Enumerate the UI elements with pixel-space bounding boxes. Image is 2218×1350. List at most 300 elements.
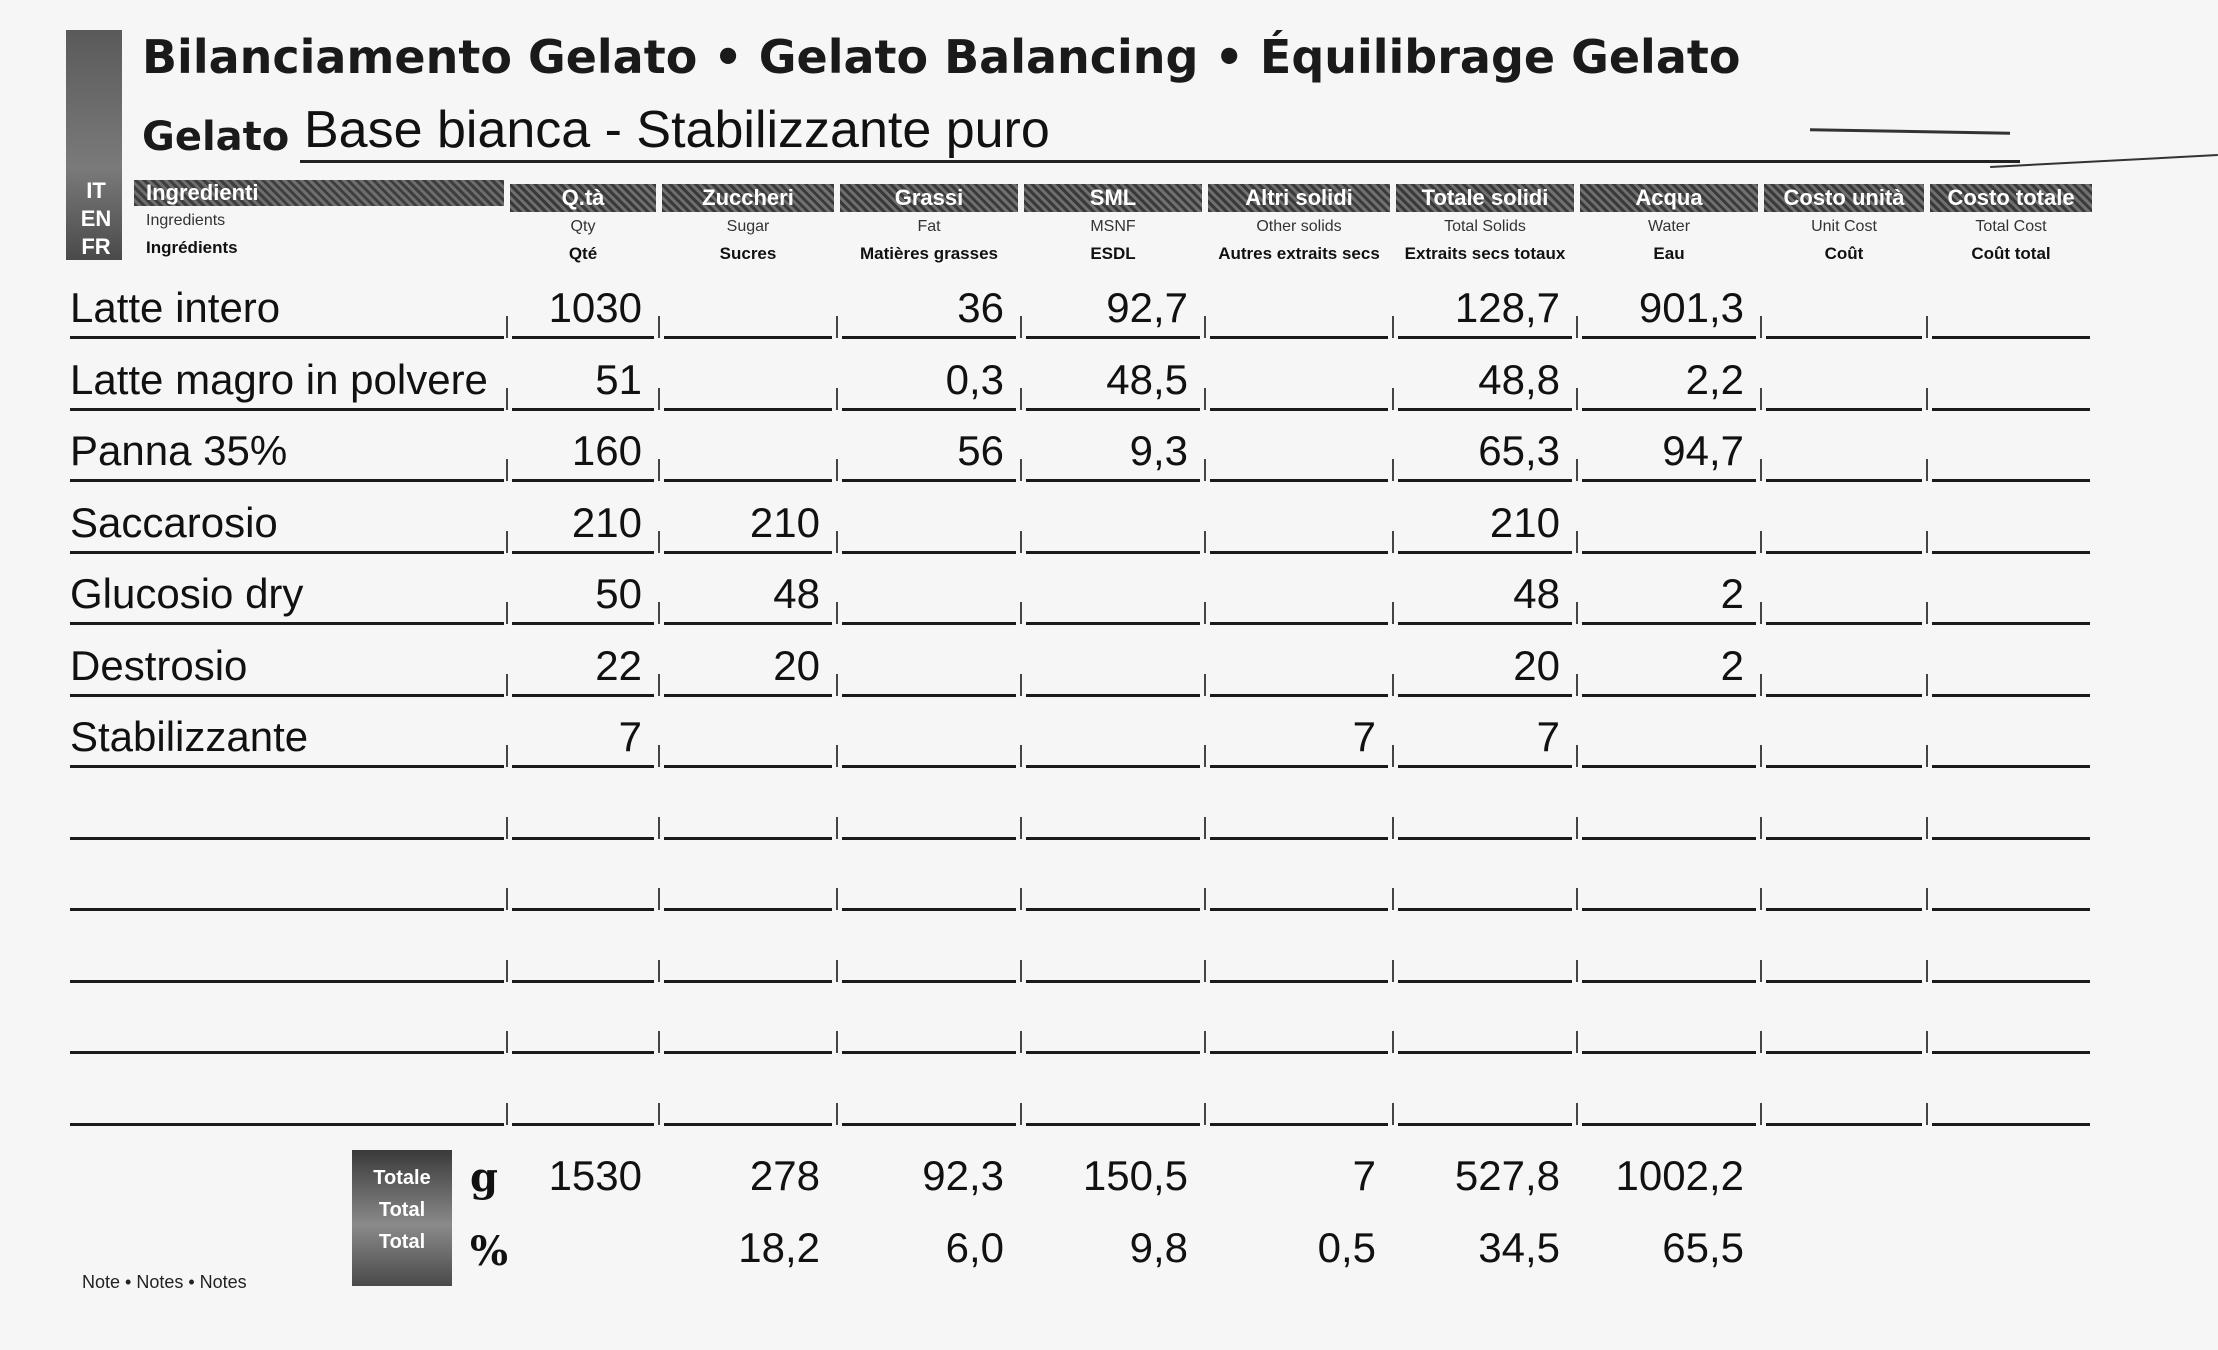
table-cell[interactable] <box>1930 705 2092 769</box>
column-tick <box>1020 316 1022 338</box>
table-cell[interactable] <box>662 1063 834 1127</box>
column-tick <box>1760 459 1762 481</box>
column-tick <box>1760 745 1762 767</box>
column-header-fr: Coût <box>1824 244 1864 263</box>
cell-underline <box>1210 765 1388 768</box>
total-percent-value: 9,8 <box>1129 1224 1188 1271</box>
column-tick <box>1576 745 1578 767</box>
cell-underline <box>664 622 832 625</box>
column-tick <box>506 602 508 624</box>
table-cell[interactable] <box>840 562 1018 626</box>
column-tick <box>836 459 838 481</box>
table-cell[interactable] <box>1764 419 1924 483</box>
column-tick <box>506 674 508 696</box>
column-tick <box>1926 960 1928 982</box>
column-tick <box>506 817 508 839</box>
ingredient-underline <box>70 1123 504 1126</box>
table-cell[interactable] <box>1208 634 1390 698</box>
cell-underline <box>1766 1051 1922 1054</box>
column-tick <box>1392 531 1394 553</box>
table-cell[interactable] <box>510 848 656 912</box>
column-tick <box>1392 960 1394 982</box>
column-tick <box>836 674 838 696</box>
column-tick <box>836 745 838 767</box>
column-tick <box>1926 745 1928 767</box>
cell-underline <box>512 551 654 554</box>
column-tick <box>1576 888 1578 910</box>
table-cell[interactable]: 36 <box>957 284 1004 331</box>
table-cell[interactable] <box>1764 705 1924 769</box>
column-tick <box>836 960 838 982</box>
table-cell[interactable] <box>1580 1063 1758 1127</box>
cell-underline <box>842 479 1016 482</box>
column-tick <box>1204 674 1206 696</box>
column-tick <box>1576 1031 1578 1053</box>
total-grams-value: 92,3 <box>922 1152 1004 1199</box>
cell-underline <box>512 908 654 911</box>
table-cell[interactable] <box>1764 848 1924 912</box>
column-tick <box>1926 1103 1928 1125</box>
table-cell[interactable] <box>1024 705 1202 769</box>
column-header-en: Water <box>1647 218 1691 235</box>
column-tick <box>836 531 838 553</box>
table-cell[interactable] <box>1930 634 2092 698</box>
cell-underline <box>1582 479 1756 482</box>
column-tick <box>1204 388 1206 410</box>
table-cell[interactable] <box>1930 276 2092 340</box>
column-tick <box>1926 388 1928 410</box>
table-cell[interactable]: 7 <box>618 713 642 760</box>
table-cell[interactable] <box>510 920 656 984</box>
ingredients-header-fr: Ingrédients <box>146 238 238 257</box>
cell-underline <box>1582 551 1756 554</box>
ingredient-name[interactable]: Latte intero <box>70 284 281 331</box>
table-cell[interactable]: 94,7 <box>1662 427 1744 474</box>
cell-underline <box>1932 408 2090 411</box>
cell-underline <box>1582 765 1756 768</box>
table-cell[interactable] <box>1764 991 1924 1055</box>
cell-underline <box>842 336 1016 339</box>
unit-grams: g <box>470 1154 498 1201</box>
table-cell[interactable] <box>662 348 834 412</box>
table-cell[interactable] <box>1024 991 1202 1055</box>
column-tick <box>1576 316 1578 338</box>
cell-underline <box>1582 694 1756 697</box>
cell-underline <box>512 1123 654 1126</box>
table-cell[interactable] <box>1764 348 1924 412</box>
column-tick <box>1204 888 1206 910</box>
column-tick <box>836 388 838 410</box>
column-header: Acqua <box>1580 184 1758 212</box>
table-cell[interactable] <box>1580 491 1758 555</box>
table-cell[interactable] <box>1396 1063 1574 1127</box>
table-cell[interactable] <box>1580 991 1758 1055</box>
cell-underline <box>1582 336 1756 339</box>
cell-underline <box>512 1051 654 1054</box>
cell-underline <box>664 479 832 482</box>
table-cell[interactable] <box>1580 705 1758 769</box>
table-cell[interactable]: 50 <box>595 570 642 617</box>
cell-underline <box>1398 551 1572 554</box>
table-cell[interactable]: 48,5 <box>1106 355 1188 403</box>
table-cell[interactable]: 56 <box>957 427 1004 474</box>
table-cell[interactable] <box>1930 991 2092 1055</box>
table-cell[interactable] <box>840 1063 1018 1127</box>
column-tick <box>1020 888 1022 910</box>
column-header: Altri solidi <box>1208 184 1390 212</box>
column-tick <box>1204 602 1206 624</box>
table-cell[interactable]: 92,7 <box>1106 284 1188 331</box>
table-cell[interactable]: 22 <box>595 641 642 689</box>
table-cell[interactable]: 9,3 <box>1129 427 1188 474</box>
ingredient-underline <box>70 908 504 911</box>
column-tick <box>1760 674 1762 696</box>
column-tick <box>1020 531 1022 553</box>
table-cell[interactable] <box>1930 920 2092 984</box>
cell-underline <box>1210 551 1388 554</box>
cell-underline <box>1026 479 1200 482</box>
table-cell[interactable]: 2 <box>1720 570 1744 617</box>
column-tick <box>1392 316 1394 338</box>
ingredients-header: Ingredienti <box>134 180 504 206</box>
cell-underline <box>1766 622 1922 625</box>
table-cell[interactable] <box>1024 777 1202 841</box>
column-tick <box>1576 602 1578 624</box>
total-percent-value: 65,5 <box>1662 1224 1744 1271</box>
table-cell[interactable] <box>1764 777 1924 841</box>
column-tick <box>658 960 660 982</box>
ingredient-underline <box>70 1051 504 1054</box>
column-tick <box>1392 1103 1394 1125</box>
table-cell[interactable]: 210 <box>571 498 642 546</box>
cell-underline <box>1210 622 1388 625</box>
ingredient-underline <box>70 622 504 625</box>
column-tick <box>1926 316 1928 338</box>
column-tick <box>1576 459 1578 481</box>
total-percent-value: 18,2 <box>738 1224 820 1271</box>
cell-underline <box>1932 551 2090 554</box>
column-header-en: Sugar <box>726 218 770 235</box>
cell-underline <box>1398 837 1572 840</box>
column-header-fr: Coût total <box>1971 244 2051 263</box>
table-cell[interactable] <box>1208 848 1390 912</box>
table-cell[interactable]: 48 <box>773 570 820 617</box>
cell-underline <box>1582 622 1756 625</box>
column-tick <box>1392 817 1394 839</box>
column-header-en: Total Solids <box>1444 218 1526 235</box>
column-header: Zuccheri <box>662 184 834 212</box>
column-tick <box>1392 888 1394 910</box>
table-cell[interactable] <box>1024 920 1202 984</box>
table-cell[interactable] <box>662 419 834 483</box>
total-percent-value: 0,5 <box>1317 1224 1376 1271</box>
cell-underline <box>1582 980 1756 983</box>
ingredient-name[interactable]: Destrosio <box>70 641 248 689</box>
column-tick <box>1926 1031 1928 1053</box>
table-cell[interactable] <box>1396 920 1574 984</box>
cell-underline <box>1398 622 1572 625</box>
table-cell[interactable]: 160 <box>571 427 642 474</box>
table-cell[interactable] <box>1930 848 2092 912</box>
column-tick <box>1020 745 1022 767</box>
table-cell[interactable] <box>662 991 834 1055</box>
table-cell[interactable] <box>1764 276 1924 340</box>
cell-underline <box>664 908 832 911</box>
ingredient-name[interactable]: Panna 35% <box>70 427 288 474</box>
ingredient-name[interactable]: Latte magro in polvere <box>70 355 488 403</box>
table-cell[interactable] <box>1208 276 1390 340</box>
table-cell[interactable] <box>662 705 834 769</box>
column-tick <box>506 1031 508 1053</box>
lang-tag-fr: FR <box>81 234 111 259</box>
ingredient-underline <box>70 694 504 697</box>
cell-underline <box>1766 1123 1922 1126</box>
table-cell[interactable] <box>662 920 834 984</box>
table-cell[interactable] <box>1764 491 1924 555</box>
column-tick <box>1926 888 1928 910</box>
cell-underline <box>1932 908 2090 911</box>
table-cell[interactable] <box>510 991 656 1055</box>
table-cell[interactable] <box>1024 634 1202 698</box>
unit-percent: % <box>470 1228 509 1275</box>
table-cell[interactable] <box>510 777 656 841</box>
cell-underline <box>1210 336 1388 339</box>
table-cell[interactable]: 0,3 <box>945 355 1004 403</box>
totals-label-box <box>352 1150 452 1286</box>
table-cell[interactable] <box>840 634 1018 698</box>
table-cell[interactable] <box>1208 991 1390 1055</box>
table-cell[interactable]: 901,3 <box>1638 284 1744 331</box>
cell-underline <box>664 1123 832 1126</box>
table-cell[interactable]: 7 <box>1352 713 1376 760</box>
cell-underline <box>1210 694 1388 697</box>
column-tick <box>1204 960 1206 982</box>
notes-label: Note • Notes • Notes <box>82 1272 247 1292</box>
column-header-en: Total Cost <box>1975 218 2047 235</box>
table-cell[interactable]: 128,7 <box>1454 284 1560 331</box>
table-cell[interactable]: 7 <box>1536 713 1560 760</box>
cell-underline <box>664 694 832 697</box>
table-cell[interactable] <box>1930 348 2092 412</box>
table-cell[interactable] <box>662 777 834 841</box>
table-cell[interactable]: 48,8 <box>1478 355 1560 403</box>
table-cell[interactable]: 48 <box>1513 570 1560 617</box>
column-header-en: Unit Cost <box>1811 218 1877 235</box>
cell-underline <box>1210 980 1388 983</box>
column-tick <box>658 316 660 338</box>
column-tick <box>1392 674 1394 696</box>
cell-underline <box>1582 837 1756 840</box>
cell-underline <box>842 980 1016 983</box>
cell-underline <box>1026 1123 1200 1126</box>
column-header-fr: Sucres <box>719 244 777 263</box>
column-tick <box>1204 817 1206 839</box>
column-tick <box>1576 960 1578 982</box>
table-cell[interactable] <box>1024 562 1202 626</box>
gelato-name-field[interactable]: Base bianca - Stabilizzante puro <box>304 101 1050 159</box>
table-cell[interactable] <box>1764 562 1924 626</box>
table-cell[interactable]: 20 <box>773 641 820 689</box>
table-cell[interactable]: 65,3 <box>1478 427 1560 474</box>
table-cell[interactable] <box>1208 491 1390 555</box>
table-cell[interactable] <box>1024 848 1202 912</box>
column-header: Costo unità <box>1764 184 1924 212</box>
cell-underline <box>1582 908 1756 911</box>
total-grams-value: 278 <box>749 1152 820 1199</box>
column-tick <box>658 674 660 696</box>
gelato-name-underline <box>300 160 2020 163</box>
column-tick <box>658 888 660 910</box>
cell-underline <box>664 1051 832 1054</box>
table-cell[interactable] <box>1396 777 1574 841</box>
column-tick <box>1760 388 1762 410</box>
column-header-en: MSNF <box>1090 218 1136 235</box>
cell-underline <box>1210 1123 1388 1126</box>
column-tick <box>1392 745 1394 767</box>
ingredient-underline <box>70 980 504 983</box>
cell-underline <box>512 694 654 697</box>
column-tick <box>1020 1103 1022 1125</box>
cell-underline <box>842 908 1016 911</box>
cell-underline <box>664 336 832 339</box>
table-cell[interactable] <box>1930 777 2092 841</box>
cell-underline <box>1766 479 1922 482</box>
total-grams-value: 527,8 <box>1454 1152 1560 1199</box>
table-cell[interactable] <box>1024 1063 1202 1127</box>
column-tick <box>1020 388 1022 410</box>
table-cell[interactable] <box>1930 419 2092 483</box>
cell-underline <box>1398 694 1572 697</box>
column-tick <box>836 1103 838 1125</box>
table-cell[interactable]: 2 <box>1720 641 1744 689</box>
table-cell[interactable] <box>1208 920 1390 984</box>
cell-underline <box>1932 837 2090 840</box>
table-cell[interactable] <box>662 276 834 340</box>
cell-underline <box>842 622 1016 625</box>
total-percent-value: 6,0 <box>945 1224 1004 1271</box>
cell-underline <box>1766 837 1922 840</box>
column-header: Q.tà <box>510 184 656 212</box>
cell-underline <box>1582 1051 1756 1054</box>
column-header: SML <box>1024 184 1202 212</box>
cell-underline <box>1026 980 1200 983</box>
column-tick <box>1760 817 1762 839</box>
table-cell[interactable] <box>1208 419 1390 483</box>
table-cell[interactable] <box>1208 348 1390 412</box>
table-cell[interactable] <box>840 777 1018 841</box>
cell-underline <box>842 551 1016 554</box>
cell-underline <box>1026 408 1200 411</box>
column-tick <box>1392 602 1394 624</box>
table-cell[interactable] <box>1580 777 1758 841</box>
column-header-en: Qty <box>570 218 596 235</box>
table-cell[interactable] <box>1930 1063 2092 1127</box>
table-cell[interactable] <box>1930 562 2092 626</box>
table-cell[interactable] <box>1208 777 1390 841</box>
cell-underline <box>1210 908 1388 911</box>
table-cell[interactable] <box>840 491 1018 555</box>
column-tick <box>1020 1031 1022 1053</box>
column-header-fr: ESDL <box>1090 244 1136 263</box>
column-tick <box>658 602 660 624</box>
table-cell[interactable] <box>1580 920 1758 984</box>
column-tick <box>836 602 838 624</box>
column-tick <box>836 888 838 910</box>
table-cell[interactable]: 51 <box>595 355 642 403</box>
cell-underline <box>512 479 654 482</box>
cell-underline <box>664 551 832 554</box>
table-cell[interactable] <box>1764 920 1924 984</box>
cell-underline <box>1582 408 1756 411</box>
column-tick <box>1760 531 1762 553</box>
table-cell[interactable] <box>1208 1063 1390 1127</box>
column-tick <box>836 817 838 839</box>
cell-underline <box>664 837 832 840</box>
total-grams-value: 150,5 <box>1082 1152 1188 1199</box>
column-tick <box>1020 817 1022 839</box>
ingredient-name[interactable]: Glucosio dry <box>70 570 304 617</box>
cell-underline <box>1398 765 1572 768</box>
cell-underline <box>664 408 832 411</box>
total-grams-value: 7 <box>1352 1152 1376 1199</box>
column-tick <box>1204 459 1206 481</box>
cell-underline <box>1582 1123 1756 1126</box>
table-cell[interactable]: 2,2 <box>1685 355 1744 403</box>
table-cell[interactable]: 210 <box>749 498 820 546</box>
table-cell[interactable] <box>1208 562 1390 626</box>
table-cell[interactable] <box>1396 991 1574 1055</box>
table-cell[interactable] <box>840 991 1018 1055</box>
ingredient-name[interactable]: Stabilizzante <box>70 713 309 760</box>
table-cell[interactable] <box>1764 1063 1924 1127</box>
ingredient-name[interactable]: Saccarosio <box>70 498 278 546</box>
table-cell[interactable] <box>1764 634 1924 698</box>
cell-underline <box>1932 1123 2090 1126</box>
table-cell[interactable] <box>1580 848 1758 912</box>
cell-underline <box>842 837 1016 840</box>
column-tick <box>658 1103 660 1125</box>
column-tick <box>506 316 508 338</box>
cell-underline <box>1932 479 2090 482</box>
lang-tag-it: IT <box>86 178 106 203</box>
cell-underline <box>842 1123 1016 1126</box>
cell-underline <box>1398 1051 1572 1054</box>
column-header-fr: Matières grasses <box>860 244 998 263</box>
table-cell[interactable] <box>840 920 1018 984</box>
pen-mark <box>1810 128 2010 134</box>
table-cell[interactable] <box>1930 491 2092 555</box>
table-cell[interactable] <box>1024 491 1202 555</box>
table-cell[interactable] <box>510 1063 656 1127</box>
table-cell[interactable] <box>840 705 1018 769</box>
column-tick <box>506 960 508 982</box>
table-cell[interactable] <box>662 848 834 912</box>
column-tick <box>1020 674 1022 696</box>
table-cell[interactable] <box>840 848 1018 912</box>
cell-underline <box>512 408 654 411</box>
table-cell[interactable] <box>1396 848 1574 912</box>
column-header-fr: Extraits secs totaux <box>1404 244 1566 263</box>
cell-underline <box>664 765 832 768</box>
table-cell[interactable]: 210 <box>1489 498 1560 546</box>
column-header-fr: Eau <box>1653 244 1685 263</box>
table-cell[interactable]: 20 <box>1513 641 1560 689</box>
cell-underline <box>1026 551 1200 554</box>
cell-underline <box>1026 765 1200 768</box>
cell-underline <box>512 336 654 339</box>
table-cell[interactable]: 1030 <box>548 284 642 331</box>
column-tick <box>1392 1031 1394 1053</box>
